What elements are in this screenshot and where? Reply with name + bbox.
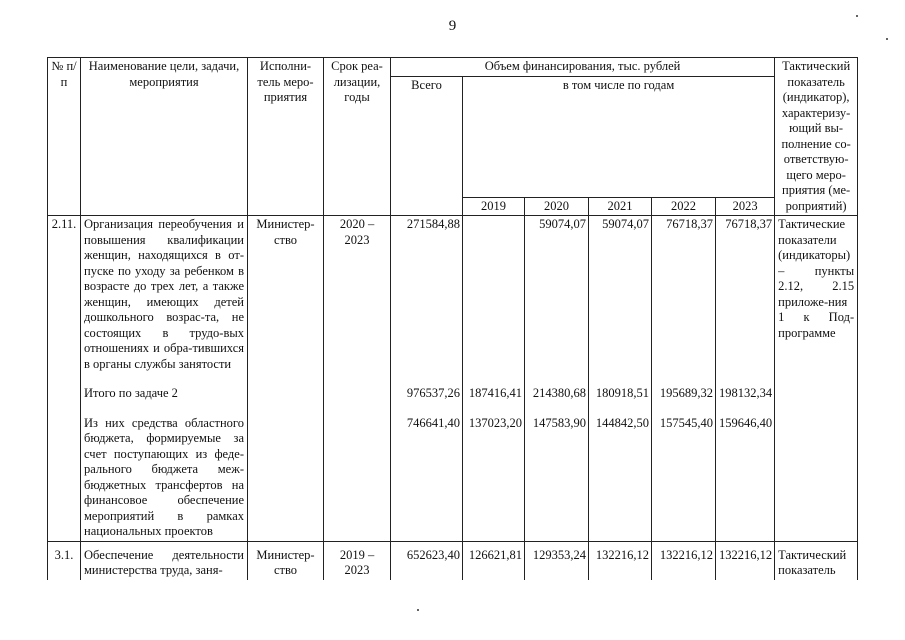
row-2020: 59074,07 [525,216,589,374]
table-header [48,58,858,216]
row-spacer [48,403,858,415]
row-term: 2020 – 2023 [324,216,391,374]
row-2023: 76718,37 [716,216,775,374]
scan-speck [856,15,858,17]
row-executor [248,415,324,542]
table-row [48,415,858,542]
row-spacer [48,373,858,385]
row-2019 [463,216,525,374]
row-term [324,415,391,542]
row-indicator [775,415,858,542]
header-year: 2019 [463,197,525,216]
row-name: Организация переобучения и повышения квалификации женщин, находящихся в от-пуске по уходу за ребенком в возрасте до трех лет, а также женщин, имеющих детей дошкольного возрас-та, не состоящих в трудо-вых отношениях и обра-тившихся в органы службы занятости [81,216,248,374]
header-year: 2020 [525,197,589,216]
row-executor: Министер-ство [248,541,324,580]
header-year: 2023 [716,197,775,216]
header-year: 2021 [589,197,652,216]
row-indicator: Тактические показатели (индикаторы) – пункты 2.12, 2.15 приложе-ния 1 к Под-программе [775,216,858,374]
header-total: Всего [391,76,463,216]
row-executor: Министер-ство [248,216,324,374]
row-2020: 147583,90 [525,415,589,542]
row-term [324,385,391,403]
row-2021: 59074,07 [589,216,652,374]
header-by-years: в том числе по годам [463,76,775,197]
scan-speck [886,38,888,40]
row-2022: 195689,32 [652,385,716,403]
row-executor [248,385,324,403]
row-2023: 198132,34 [716,385,775,403]
header-term: Срок реа-лизации, годы [324,58,391,216]
table-row [48,216,858,374]
row-2021: 132216,12 [589,541,652,580]
row-2021: 144842,50 [589,415,652,542]
funding-table [47,57,858,580]
row-name: Обеспечение деятельности министерства труда, заня- [81,541,248,580]
row-indicator: Тактический показатель [775,541,858,580]
table-row [48,541,858,580]
row-total: 652623,40 [391,541,463,580]
row-number: 3.1. [48,541,81,580]
row-2019: 126621,81 [463,541,525,580]
row-name: Итого по задаче 2 [81,385,248,403]
row-2022: 157545,40 [652,415,716,542]
header-indicator: Тактический показатель (индикатор), характеризу-ющий вы-полнение со-ответствую-щего меро-приятия (ме-роприятий) [775,58,858,216]
header-funding: Объем финансирования, тыс. рублей [391,58,775,77]
row-2019: 187416,41 [463,385,525,403]
row-number: 2.11. [48,216,81,374]
row-2021: 180918,51 [589,385,652,403]
header-year: 2022 [652,197,716,216]
row-2023: 132216,12 [716,541,775,580]
row-name: Из них средства областного бюджета, формируемые за счет поступающих из феде-рального бюджета меж-бюджетных трансфертов на финансовое обеспечение мероприятий в рамках национальных проектов [81,415,248,542]
row-term: 2019 – 2023 [324,541,391,580]
row-number [48,385,81,403]
row-2020: 214380,68 [525,385,589,403]
row-2020: 129353,24 [525,541,589,580]
row-2022: 76718,37 [652,216,716,374]
row-2022: 132216,12 [652,541,716,580]
row-number [48,415,81,542]
header-name: Наименование цели, задачи, мероприятия [81,58,248,216]
row-total: 976537,26 [391,385,463,403]
row-total: 271584,88 [391,216,463,374]
row-2019: 137023,20 [463,415,525,542]
scan-speck [417,609,419,611]
row-2023: 159646,40 [716,415,775,542]
row-indicator [775,385,858,403]
table-row [48,385,858,403]
row-total: 746641,40 [391,415,463,542]
header-executor: Исполни-тель меро-приятия [248,58,324,216]
page-number: 9 [448,18,457,34]
header-num: № п/п [48,58,81,216]
